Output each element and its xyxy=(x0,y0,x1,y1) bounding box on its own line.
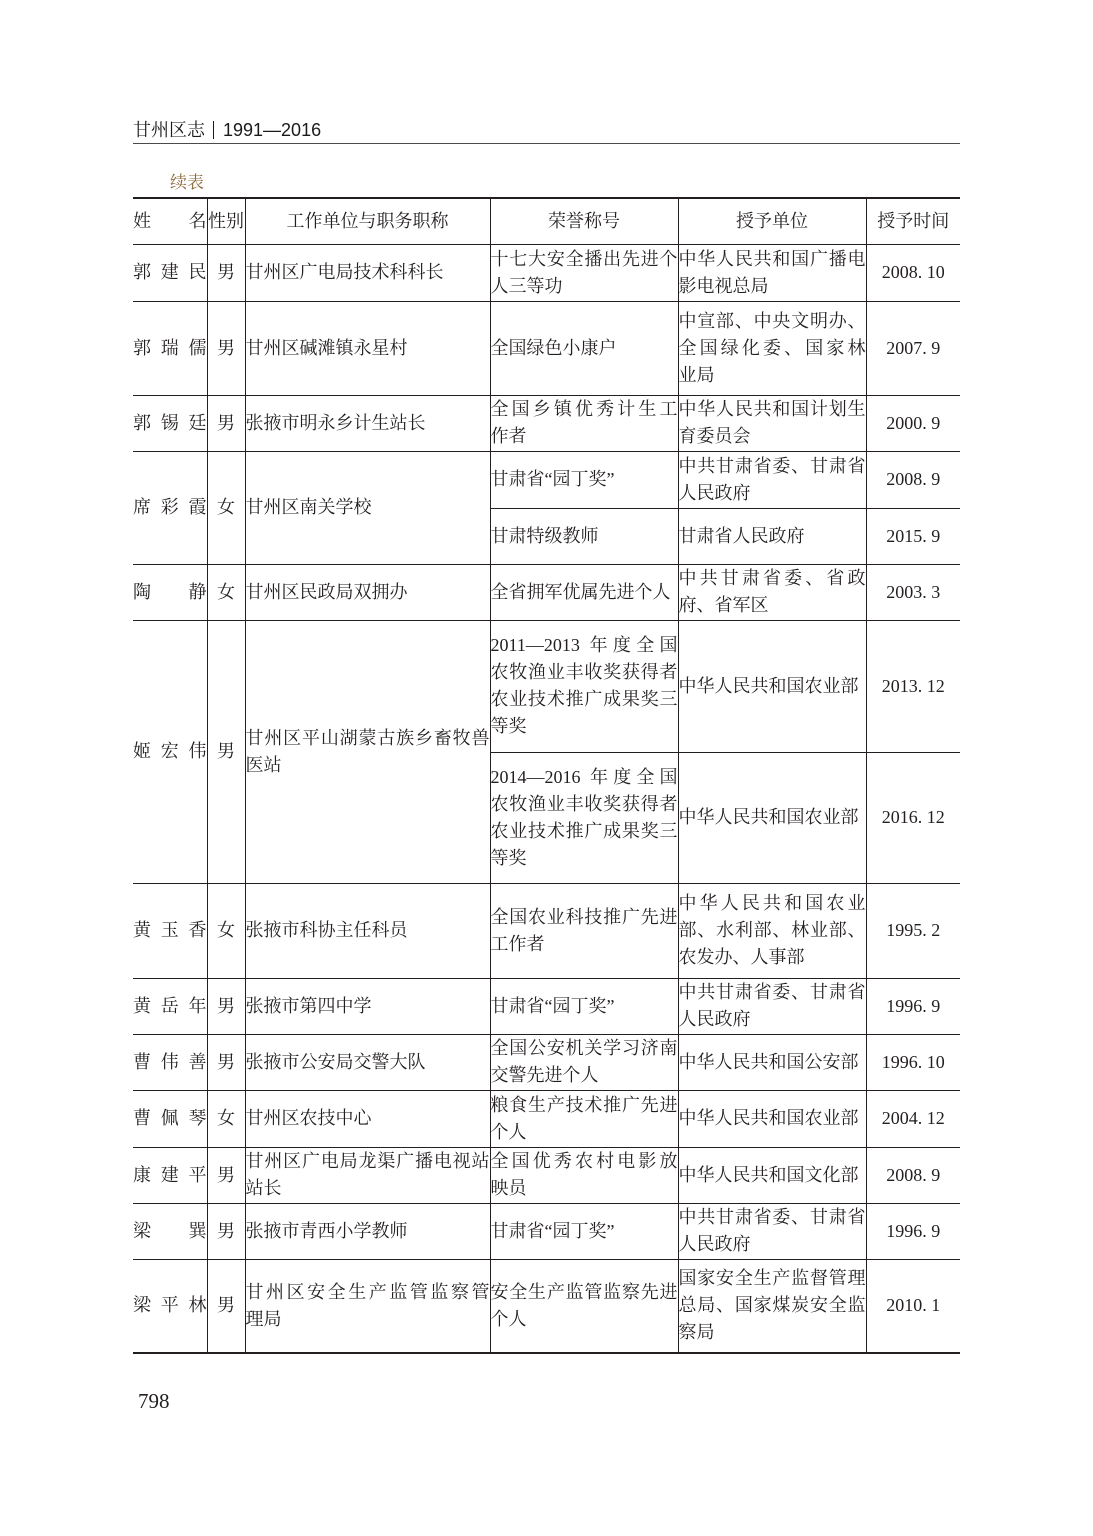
table-row xyxy=(133,451,960,508)
table-row xyxy=(133,620,960,752)
title-divider xyxy=(213,121,214,139)
gender-cell: 女 xyxy=(207,883,245,978)
column-header-grant-date: 授予时间 xyxy=(866,198,960,244)
grant-date-cell: 1995. 2 xyxy=(866,883,960,978)
person-name-cell: 席彩霞 xyxy=(133,451,207,564)
gender-cell: 男 xyxy=(207,1259,245,1353)
work-unit-cell: 甘州区广电局龙渠广播电视站站长 xyxy=(245,1147,490,1203)
granting-body-cell: 中共甘肃省委、甘肃省人民政府 xyxy=(678,1203,866,1259)
person-name-cell: 曹佩琴 xyxy=(133,1090,207,1147)
table-row xyxy=(133,1147,960,1203)
running-head xyxy=(133,119,321,141)
person-name-cell: 梁 巽 xyxy=(133,1203,207,1259)
table-row xyxy=(133,564,960,620)
honor-title-cell: 全国公安机关学习济南交警先进个人 xyxy=(490,1034,678,1090)
granting-body-cell: 中华人民共和国计划生育委员会 xyxy=(678,395,866,451)
gender-cell: 男 xyxy=(207,1147,245,1203)
gender-cell: 男 xyxy=(207,1034,245,1090)
gender-cell: 男 xyxy=(207,620,245,883)
table-row xyxy=(133,978,960,1034)
honors-table-body xyxy=(133,244,960,1353)
honor-title-cell: 粮食生产技术推广先进个人 xyxy=(490,1090,678,1147)
grant-date-cell: 1996. 10 xyxy=(866,1034,960,1090)
honors-table xyxy=(133,197,960,1354)
grant-date-cell: 2016. 12 xyxy=(866,752,960,883)
person-name-cell: 郭锡廷 xyxy=(133,395,207,451)
gender-cell: 女 xyxy=(207,1090,245,1147)
column-header-name: 姓 名 xyxy=(133,198,207,244)
gender-cell: 男 xyxy=(207,244,245,301)
column-header-honor-title: 荣誉称号 xyxy=(490,198,678,244)
honor-title-cell: 全国乡镇优秀计生工作者 xyxy=(490,395,678,451)
work-unit-cell: 张掖市青西小学教师 xyxy=(245,1203,490,1259)
person-name-cell: 康建平 xyxy=(133,1147,207,1203)
honor-title-cell: 安全生产监管监察先进个人 xyxy=(490,1259,678,1353)
gender-cell: 男 xyxy=(207,301,245,395)
person-name-cell: 姬宏伟 xyxy=(133,620,207,883)
grant-date-cell: 1996. 9 xyxy=(866,1203,960,1259)
granting-body-cell: 中共甘肃省委、甘肃省人民政府 xyxy=(678,451,866,508)
person-name-cell: 黄岳年 xyxy=(133,978,207,1034)
person-name-cell: 郭瑞儒 xyxy=(133,301,207,395)
grant-date-cell: 2010. 1 xyxy=(866,1259,960,1353)
granting-body-cell: 国家安全生产监督管理总局、国家煤炭安全监察局 xyxy=(678,1259,866,1353)
grant-date-cell: 2004. 12 xyxy=(866,1090,960,1147)
gender-cell: 男 xyxy=(207,978,245,1034)
column-header-work-unit: 工作单位与职务职称 xyxy=(245,198,490,244)
table-row xyxy=(133,883,960,978)
work-unit-cell: 甘州区碱滩镇永星村 xyxy=(245,301,490,395)
gender-cell: 女 xyxy=(207,451,245,564)
grant-date-cell: 1996. 9 xyxy=(866,978,960,1034)
work-unit-cell: 甘州区广电局技术科科长 xyxy=(245,244,490,301)
table-header xyxy=(133,198,960,244)
granting-body-cell: 中宣部、中央文明办、全国绿化委、国家林业局 xyxy=(678,301,866,395)
work-unit-cell: 甘州区平山湖蒙古族乡畜牧兽医站 xyxy=(245,620,490,883)
honor-title-cell: 2011—2013 年度全国农牧渔业丰收奖获得者农业技术推广成果奖三等奖 xyxy=(490,620,678,752)
honor-title-cell: 甘肃特级教师 xyxy=(490,508,678,564)
honor-title-cell: 甘肃省“园丁奖” xyxy=(490,978,678,1034)
gender-cell: 女 xyxy=(207,564,245,620)
work-unit-cell: 张掖市第四中学 xyxy=(245,978,490,1034)
honor-title-cell: 全国绿色小康户 xyxy=(490,301,678,395)
person-name-cell: 曹伟善 xyxy=(133,1034,207,1090)
honor-title-cell: 甘肃省“园丁奖” xyxy=(490,1203,678,1259)
work-unit-cell: 张掖市科协主任科员 xyxy=(245,883,490,978)
gender-cell: 男 xyxy=(207,395,245,451)
table-row xyxy=(133,1259,960,1353)
page-number: 798 xyxy=(138,1389,170,1413)
work-unit-cell: 甘州区南关学校 xyxy=(245,451,490,564)
granting-body-cell: 中华人民共和国广播电影电视总局 xyxy=(678,244,866,301)
granting-body-cell: 中华人民共和国农业部 xyxy=(678,620,866,752)
table-row xyxy=(133,244,960,301)
honor-title-cell: 十七大安全播出先进个人三等功 xyxy=(490,244,678,301)
table-row xyxy=(133,301,960,395)
table-caption: 续表 xyxy=(170,173,204,192)
person-name-cell: 郭建民 xyxy=(133,244,207,301)
work-unit-cell: 甘州区农技中心 xyxy=(245,1090,490,1147)
granting-body-cell: 中共甘肃省委、省政府、省军区 xyxy=(678,564,866,620)
table-row xyxy=(133,1203,960,1259)
person-name-cell: 陶 静 xyxy=(133,564,207,620)
granting-body-cell: 中华人民共和国农业部、水利部、林业部、农发办、人事部 xyxy=(678,883,866,978)
grant-date-cell: 2013. 12 xyxy=(866,620,960,752)
honor-title-cell: 全省拥军优属先进个人 xyxy=(490,564,678,620)
header-rule xyxy=(133,143,960,144)
book-title: 甘州区志 xyxy=(133,120,205,140)
work-unit-cell: 甘州区安全生产监管监察管理局 xyxy=(245,1259,490,1353)
person-name-cell: 黄玉香 xyxy=(133,883,207,978)
table-row xyxy=(133,1090,960,1147)
honor-title-cell: 甘肃省“园丁奖” xyxy=(490,451,678,508)
grant-date-cell: 2008. 9 xyxy=(866,1147,960,1203)
person-name-cell: 梁平林 xyxy=(133,1259,207,1353)
grant-date-cell: 2000. 9 xyxy=(866,395,960,451)
year-range: 1991—2016 xyxy=(223,120,322,140)
work-unit-cell: 张掖市公安局交警大队 xyxy=(245,1034,490,1090)
grant-date-cell: 2003. 3 xyxy=(866,564,960,620)
honor-title-cell: 全国农业科技推广先进工作者 xyxy=(490,883,678,978)
honor-title-cell: 2014—2016 年度全国农牧渔业丰收奖获得者农业技术推广成果奖三等奖 xyxy=(490,752,678,883)
granting-body-cell: 中华人民共和国农业部 xyxy=(678,1090,866,1147)
work-unit-cell: 甘州区民政局双拥办 xyxy=(245,564,490,620)
grant-date-cell: 2008. 9 xyxy=(866,451,960,508)
grant-date-cell: 2008. 10 xyxy=(866,244,960,301)
honor-title-cell: 全国优秀农村电影放映员 xyxy=(490,1147,678,1203)
grant-date-cell: 2007. 9 xyxy=(866,301,960,395)
granting-body-cell: 甘肃省人民政府 xyxy=(678,508,866,564)
gender-cell: 男 xyxy=(207,1203,245,1259)
column-header-granting-body: 授予单位 xyxy=(678,198,866,244)
table-row xyxy=(133,395,960,451)
granting-body-cell: 中华人民共和国农业部 xyxy=(678,752,866,883)
work-unit-cell: 张掖市明永乡计生站长 xyxy=(245,395,490,451)
header-row xyxy=(133,198,960,244)
column-header-gender: 性别 xyxy=(207,198,245,244)
granting-body-cell: 中华人民共和国公安部 xyxy=(678,1034,866,1090)
granting-body-cell: 中华人民共和国文化部 xyxy=(678,1147,866,1203)
table-row xyxy=(133,1034,960,1090)
granting-body-cell: 中共甘肃省委、甘肃省人民政府 xyxy=(678,978,866,1034)
grant-date-cell: 2015. 9 xyxy=(866,508,960,564)
